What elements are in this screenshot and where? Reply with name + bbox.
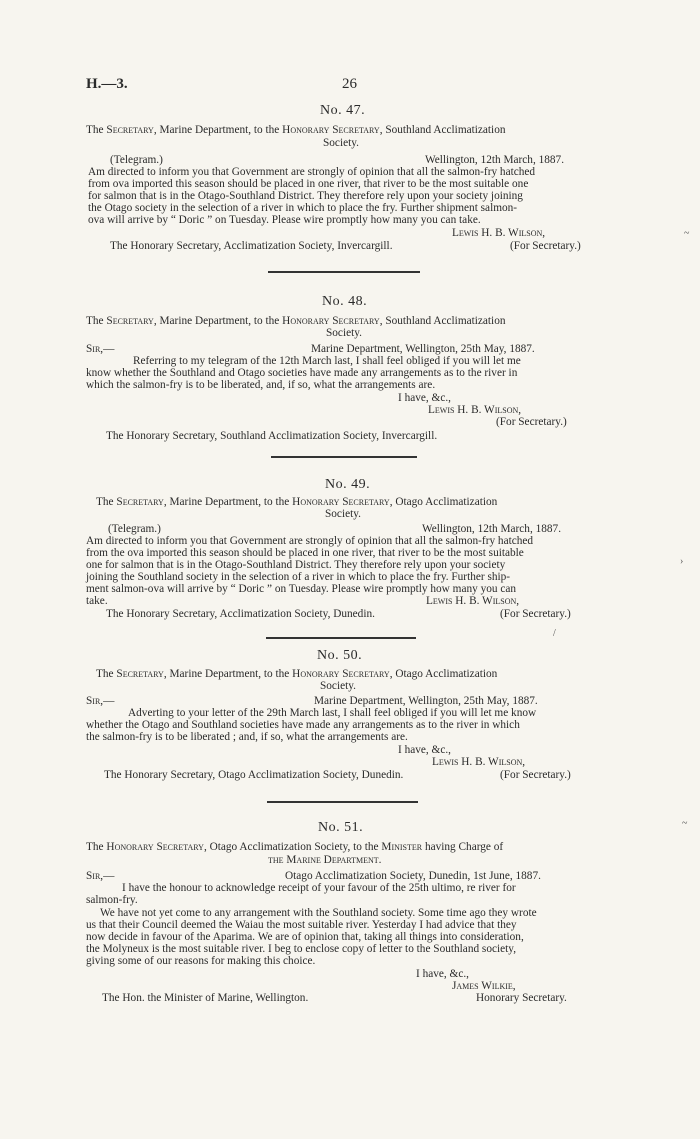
letter-heading: The Honorary Secretary, Otago Acclimatization Society, to the Minister having Charge of [86, 841, 504, 853]
section-divider [268, 271, 420, 273]
body-line: whether the Otago and Southland societies have made any arrangements as to the river in which [86, 719, 520, 731]
body-line: the Molyneux is the most suitable river. I beg to enclose copy of letter to the Southland society, [86, 943, 517, 955]
signature-role: Honorary Secretary. [476, 992, 567, 1004]
margin-mark: ~ [684, 228, 690, 239]
addressee: The Honorary Secretary, Otago Acclimatization Society, Dunedin. [104, 769, 404, 781]
section-divider [266, 637, 416, 639]
body-line: the Otago society in the selection of a river in which to place the fry. Further shipment salmon- [88, 202, 518, 214]
letter-heading-cont: Society. [323, 137, 359, 149]
body-line: salmon-fry. [86, 894, 138, 906]
signature-role: (For Secretary.) [500, 769, 571, 781]
letter-number: No. 49. [325, 477, 371, 492]
telegram-note: (Telegram.) [108, 523, 161, 535]
signature: Lewis H. B. Wilson, [428, 404, 522, 416]
letter-number: No. 47. [320, 103, 366, 118]
salutation: Sir,— [86, 870, 115, 882]
letter-number: No. 50. [317, 648, 363, 663]
telegram-note: (Telegram.) [110, 154, 163, 166]
letter-heading: The Secretary, Marine Department, to the Honorary Secretary, Otago Acclimatization [96, 496, 498, 508]
place-date: Wellington, 12th March, 1887. [425, 154, 565, 166]
section-divider [267, 801, 418, 803]
signature: Lewis H. B. Wilson, [426, 595, 520, 607]
addressee: The Honorary Secretary, Acclimatization Society, Invercargill. [110, 240, 393, 252]
body-line: Referring to my telegram of the 12th March last, I shall feel obliged if you will let me [133, 355, 521, 367]
addressee: The Honorary Secretary, Southland Acclimatization Society, Invercargill. [106, 430, 438, 442]
body-line: Am directed to inform you that Government are strongly of opinion that all the salmon-fry hatched [86, 535, 534, 547]
body-line: We have not yet come to any arrangement with the Southland society. Some time ago they wrote [100, 907, 537, 919]
body-line: from the ova imported this season should be placed in one river, that river to be the most suitable [86, 547, 524, 559]
closing: I have, &c., [416, 968, 470, 980]
signature-role: (For Secretary.) [510, 240, 581, 252]
body-line: I have the honour to acknowledge receipt of your favour of the 25th ultimo, re river for [122, 882, 516, 894]
place-date: Marine Department, Wellington, 25th May, 1887. [314, 695, 538, 707]
signature: Lewis H. B. Wilson, [452, 227, 546, 239]
place-date: Otago Acclimatization Society, Dunedin, 1st June, 1887. [285, 870, 541, 882]
body-line: know whether the Southland and Otago societies have made any arrangements as to the river in [86, 367, 518, 379]
letter-heading: The Secretary, Marine Department, to the Honorary Secretary, Southland Acclimatization [86, 315, 506, 327]
body-line: giving some of our reasons for making this choice. [86, 955, 316, 967]
body-line: one for salmon that is in the Otago-Southland District. They therefore rely upon your society [86, 559, 506, 571]
letter-heading-cont: Society. [320, 680, 356, 692]
margin-mark: / [553, 628, 556, 639]
body-line: Am directed to inform you that Government are strongly of opinion that all the salmon-fry hatched [88, 166, 536, 178]
letter-heading: The Secretary, Marine Department, to the Honorary Secretary, Southland Acclimatization [86, 124, 506, 136]
body-line: now decide in favour of the Aparima. We are of opinion that, taking all things into consideration, [86, 931, 524, 943]
body-line: which the salmon-fry is to be liberated, and, if so, what the arrangements are. [86, 379, 436, 391]
letter-heading-cont: Society. [325, 508, 361, 520]
place-date: Wellington, 12th March, 1887. [422, 523, 562, 535]
margin-mark: › [680, 556, 684, 567]
body-line: us that their Council deemed the Waiau the most suitable river. Yesterday I had advice that they [86, 919, 517, 931]
body-line: joining the Southland society in the selection of a river in which to place the fry. Further ship- [86, 571, 511, 583]
letter-heading-cont: the Marine Department. [268, 854, 382, 866]
salutation: Sir,— [86, 695, 115, 707]
place-date: Marine Department, Wellington, 25th May, 1887. [311, 343, 535, 355]
addressee: The Hon. the Minister of Marine, Wellington. [102, 992, 309, 1004]
report-code: H.—3. [86, 76, 128, 92]
body-line: Adverting to your letter of the 29th March last, I shall feel obliged if you will let me know [128, 707, 537, 719]
body-line: for salmon that is in the Otago-Southland District. They therefore rely upon your society joining [88, 190, 523, 202]
signature: James Wilkie, [452, 980, 516, 992]
body-line: take. [86, 595, 108, 607]
letter-number: No. 51. [318, 820, 364, 835]
margin-mark: ~ [682, 818, 688, 829]
letter-number: No. 48. [322, 294, 368, 309]
body-line: ment salmon-ova will arrive by “ Doric ” on Tuesday. Please wire promptly how many you can [86, 583, 517, 595]
letter-heading: The Secretary, Marine Department, to the Honorary Secretary, Otago Acclimatization [96, 668, 498, 680]
signature-role: (For Secretary.) [500, 608, 571, 620]
closing: I have, &c., [398, 392, 452, 404]
salutation: Sir,— [86, 343, 115, 355]
body-line: from ova imported this season should be placed in one river, that river to be the most suitable one [88, 178, 529, 190]
signature: Lewis H. B. Wilson, [432, 756, 526, 768]
page-number: 26 [342, 76, 357, 92]
addressee: The Honorary Secretary, Acclimatization Society, Dunedin. [106, 608, 375, 620]
letter-heading-cont: Society. [326, 327, 362, 339]
signature-role: (For Secretary.) [496, 416, 567, 428]
body-line: the salmon-fry is to be liberated ; and, if so, what the arrangements are. [86, 731, 408, 743]
section-divider [271, 456, 417, 458]
body-line: ova will arrive by “ Doric ” on Tuesday. Please wire promptly how many you can take. [88, 214, 481, 226]
closing: I have, &c., [398, 744, 452, 756]
